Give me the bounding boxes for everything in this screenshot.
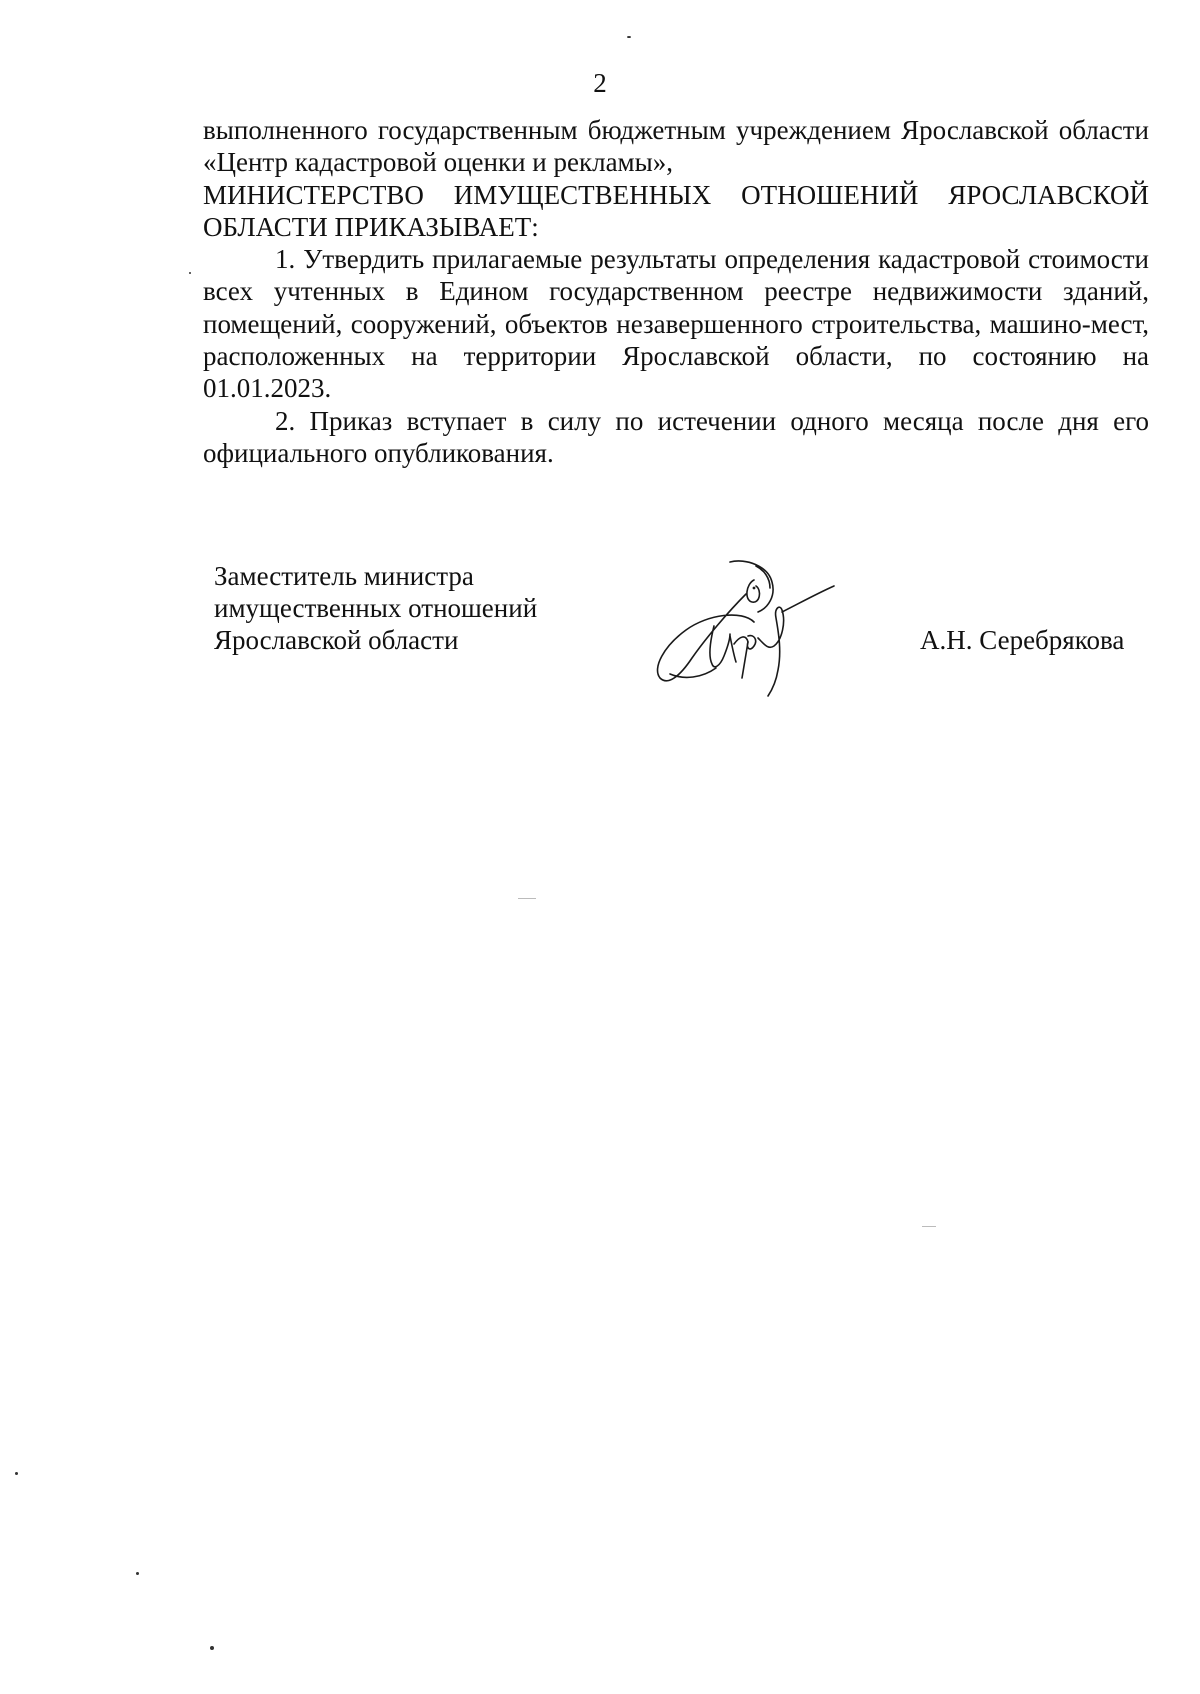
paragraph-item-1: 1. Утвердить прилагаемые результаты определения кадастровой стоимости всех учтенных в Едином государственном реестре недвижимости зданий, помещений, сооружений, объектов незавершенного строительства, машино-мест, расположенных на территории Ярославской области, по состоянию на 01.01.2023. (203, 244, 1149, 404)
scan-hairline (518, 898, 536, 899)
paragraph-ministry-orders: МИНИСТЕРСТВО ИМУЩЕСТВЕННЫХ ОТНОШЕНИЙ ЯРОСЛАВСКОЙ ОБЛАСТИ ПРИКАЗЫВАЕТ: (203, 179, 1149, 242)
signature-block (0, 560, 1200, 710)
scan-speck (627, 36, 631, 38)
paragraph-item-2: 2. Приказ вступает в силу по истечении одного месяца после дня его официального опубликования. (203, 405, 1149, 468)
signer-title (214, 560, 537, 656)
scan-speck (210, 1646, 214, 1650)
scan-hairline (922, 1226, 936, 1227)
scan-speck (136, 1572, 139, 1575)
signer-title-line-3: Ярославской области (214, 625, 459, 655)
signer-title-line-1: Заместитель министра (214, 561, 474, 591)
page-number: 2 (593, 68, 607, 98)
signer-title-line-2: имущественных отношений (214, 593, 538, 623)
scan-speck (189, 272, 191, 274)
signer-name: А.Н. Серебрякова (920, 625, 1125, 655)
document-body (203, 114, 1149, 469)
paragraph-preamble: выполненного государственным бюджетным учреждением Ярославской области «Центр кадастровой оценки и рекламы», (203, 115, 1149, 178)
scan-speck (15, 1472, 18, 1475)
handwritten-signature (650, 560, 860, 700)
